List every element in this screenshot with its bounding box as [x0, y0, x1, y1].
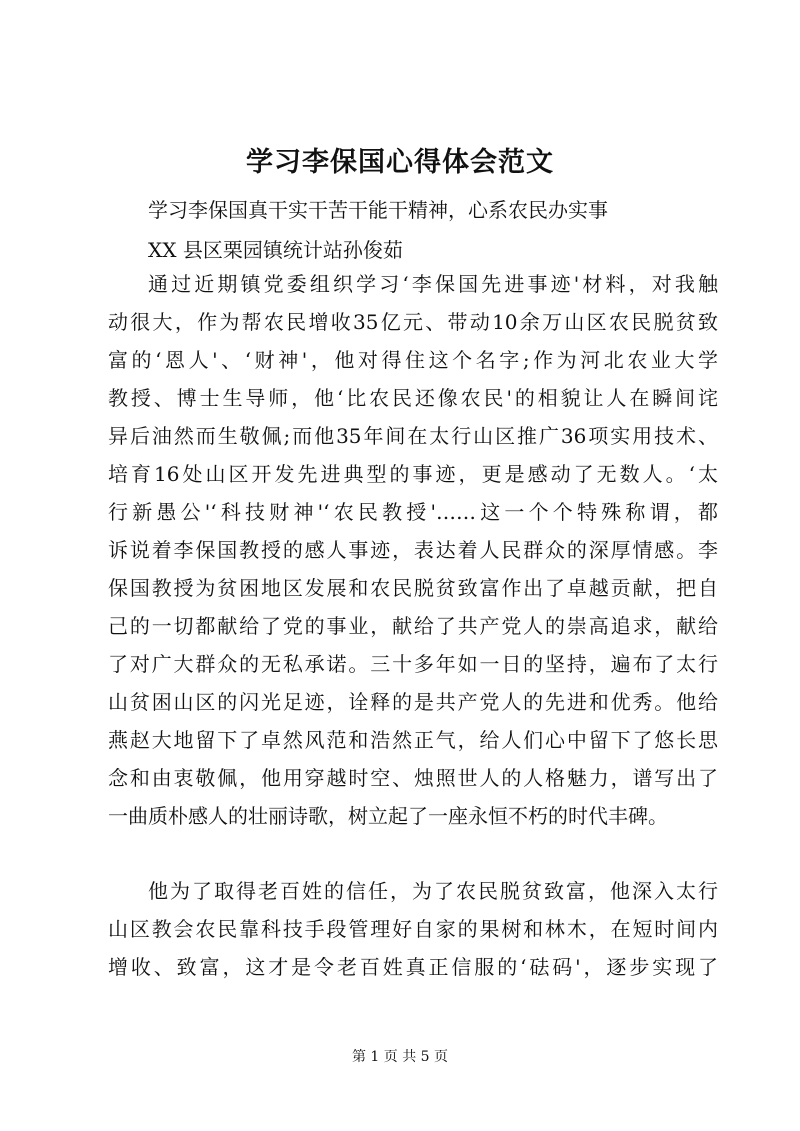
text-line: 保国教授为贫困地区发展和农民脱贫致富作出了卓越贡献，把自 — [108, 576, 718, 600]
text-line: 燕赵大地留下了卓然风范和浩然正气，给人们心中留下了悠长思 — [108, 728, 718, 752]
text-line: 诉说着李保国教授的感人事迹，表达着人民群众的深厚情感。李 — [108, 538, 718, 562]
text-line: 念和由衷敬佩，他用穿越时空、烛照世人的人格魅力，谱写出了 — [108, 766, 718, 790]
text-line: 动很大，作为帮农民增收35亿元、带动10余万山区农民脱贫致 — [108, 310, 718, 334]
text-line: 富的‘恩人'、‘财神'，他对得住这个名字;作为河北农业大学 — [108, 348, 718, 372]
text-line: 他为了取得老百姓的信任，为了农民脱贫致富，他深入太行 — [148, 879, 718, 903]
paragraph-2 — [108, 872, 718, 986]
document-title: 学习李保国心得体会范文 — [246, 147, 554, 178]
author-line: XX 县区栗园镇统计站孙俊茹 — [148, 238, 403, 262]
text-line: 了对广大群众的无私承诺。三十多年如一日的坚持，遍布了太行 — [108, 652, 718, 676]
text-line: 增收、致富，这才是令老百姓真正信服的‘砝码'，逐步实现了 — [108, 955, 718, 979]
text-line: 山区教会农民靠科技手段管理好自家的果树和林木，在短时间内 — [108, 917, 718, 941]
text-line: 山贫困山区的闪光足迹，诠释的是共产党人的先进和优秀。他给 — [108, 690, 718, 714]
text-line: 培育16处山区开发先进典型的事迹，更是感动了无数人。‘太 — [108, 462, 718, 486]
text-line: 一曲质朴感人的壮丽诗歌，树立起了一座永恒不朽的时代丰碑。 — [108, 804, 668, 828]
text-line: 通过近期镇党委组织学习‘李保国先进事迹'材料，对我触 — [148, 272, 718, 296]
text-line: 己的一切都献给了党的事业，献给了共产党人的崇高追求，献给 — [108, 614, 718, 638]
text-line: 行新愚公'‘科技财神'‘农民教授'……这一个个特殊称谓，都 — [108, 500, 718, 524]
text-line: 异后油然而生敬佩;而他35年间在太行山区推广36项实用技术、 — [108, 424, 718, 448]
page-footer: 第 1 页 共 5 页 — [351, 1049, 449, 1065]
text-line: 教授、博士生导师，他‘比农民还像农民'的相貌让人在瞬间诧 — [108, 386, 718, 410]
document-subtitle: 学习李保国真干实干苦干能干精神，心系农民办实事 — [148, 198, 608, 222]
paragraph-1 — [108, 265, 718, 835]
